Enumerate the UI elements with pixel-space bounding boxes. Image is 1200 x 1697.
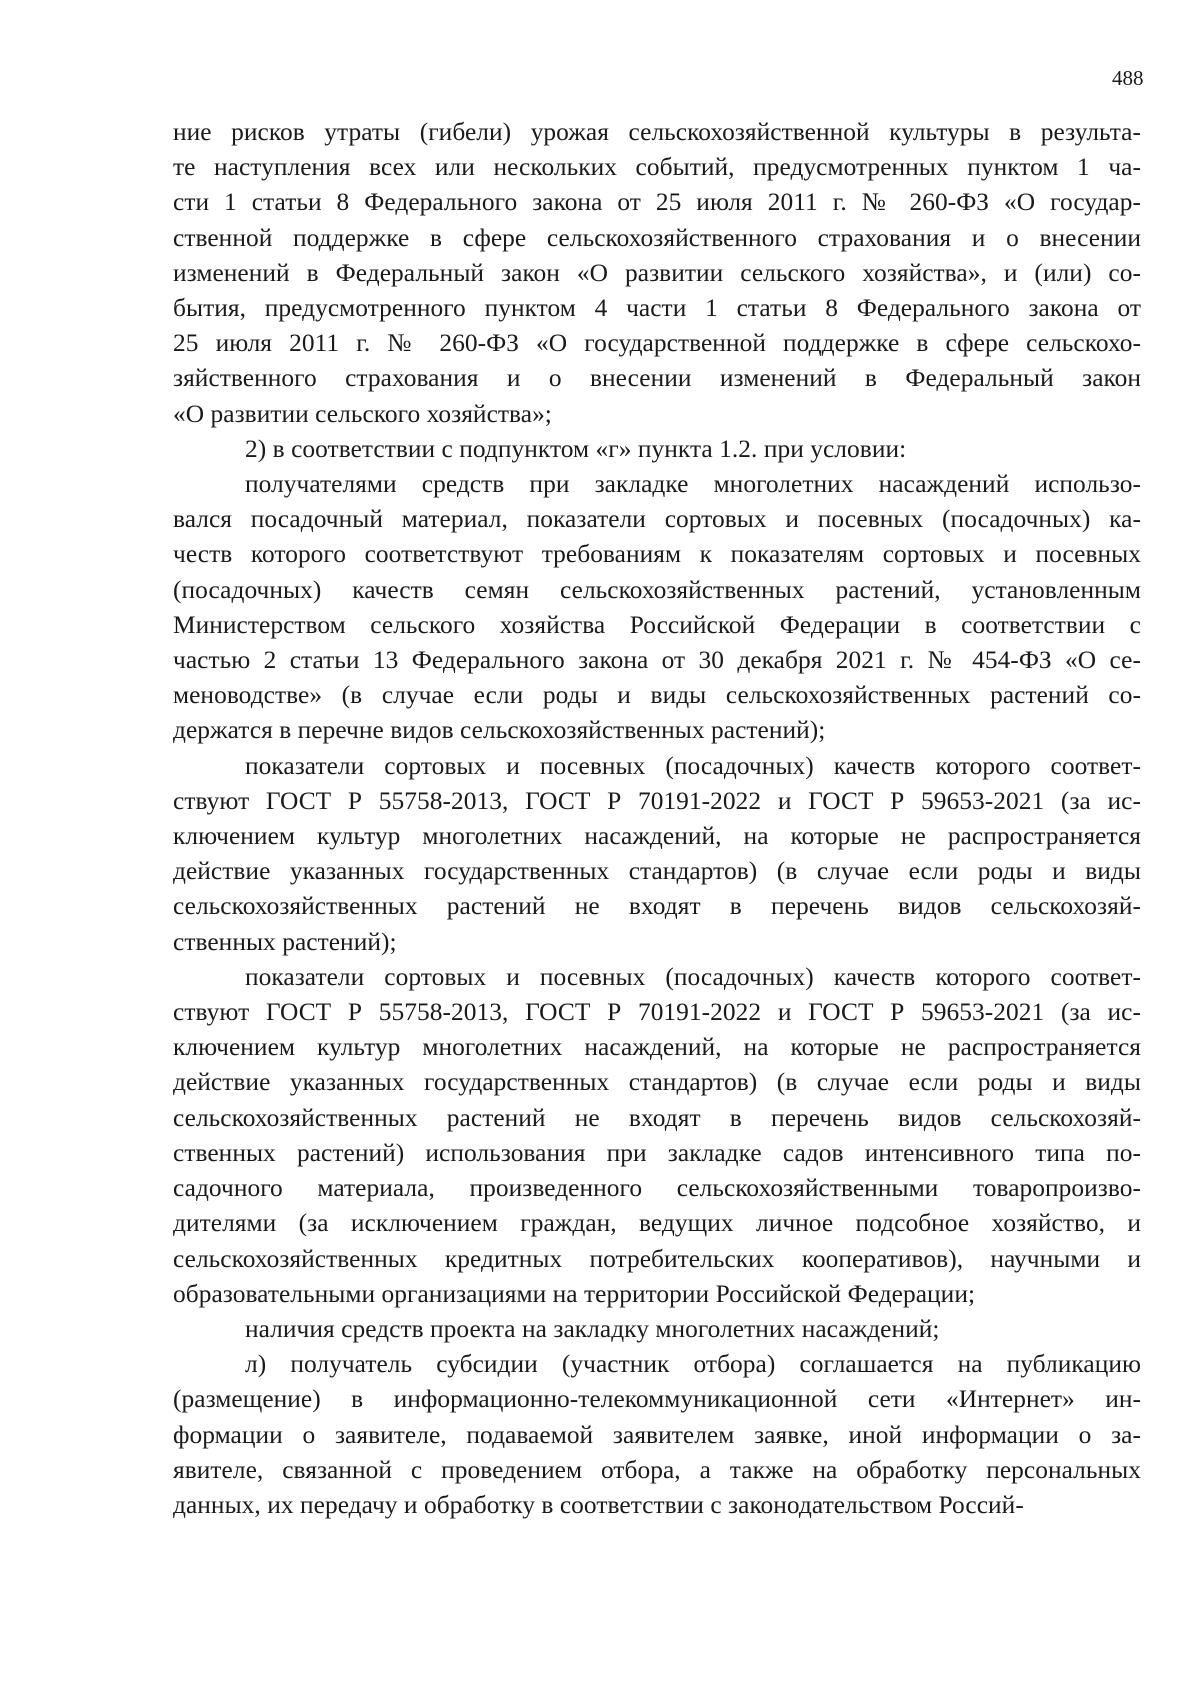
text-line: л) получатель субсидии (участник отбора) соглашается на публикацию bbox=[245, 1350, 1141, 1379]
text-line: (посадочных) качеств семян сельскохозяйственных растений, установленным bbox=[173, 575, 1141, 604]
text-line: ствуют ГОСТ Р 55758-2013, ГОСТ Р 70191-2022 и ГОСТ Р 59653-2021 (за ис- bbox=[173, 998, 1141, 1027]
text-line: дителями (за исключением граждан, ведущих личное подсобное хозяйство, и bbox=[173, 1209, 1141, 1238]
text-line: те наступления всех или нескольких событий, предусмотренных пунктом 1 ча- bbox=[173, 153, 1141, 182]
text-line: (размещение) в информационно-телекоммуникационной сети «Интернет» ин- bbox=[173, 1385, 1141, 1414]
text-line: действие указанных государственных стандартов) (в случае если роды и виды bbox=[173, 1068, 1141, 1097]
text-line: садочного материала, произведенного сельскохозяйственными товаропроизво- bbox=[173, 1174, 1141, 1203]
text-line: честв которого соответствуют требованиям к показателям сортовых и посевных bbox=[173, 540, 1141, 569]
text-line: Министерством сельского хозяйства Российской Федерации в соответствии с bbox=[173, 610, 1141, 639]
text-line: сельскохозяйственных растений не входят в перечень видов сельскохозяй- bbox=[173, 892, 1141, 921]
text-line: «О развитии сельского хозяйства»; bbox=[173, 399, 552, 428]
paragraph bbox=[173, 1312, 1141, 1347]
paragraph bbox=[173, 960, 1141, 1312]
paragraph bbox=[173, 749, 1141, 960]
paragraph bbox=[173, 467, 1141, 749]
text-line: ственной поддержке в сфере сельскохозяйственного страхования и о внесении bbox=[173, 223, 1141, 252]
text-line: сельскохозяйственных кредитных потребительских кооперативов), научными и bbox=[173, 1244, 1141, 1273]
text-line: ствуют ГОСТ Р 55758-2013, ГОСТ Р 70191-2022 и ГОСТ Р 59653-2021 (за ис- bbox=[173, 786, 1141, 815]
text-line: образовательными организациями на территории Российской Федерации; bbox=[173, 1279, 976, 1308]
page-number: 488 bbox=[1112, 66, 1144, 90]
text-line: бытия, предусмотренного пунктом 4 части 1 статьи 8 Федерального закона от bbox=[173, 294, 1141, 323]
text-line: ственных растений); bbox=[173, 927, 397, 956]
text-line: 2) в соответствии с подпунктом «г» пункта 1.2. при условии: bbox=[245, 434, 907, 463]
text-line: ключением культур многолетних насаждений, на которые не распространяется bbox=[173, 822, 1141, 851]
text-line: зяйственного страхования и о внесении изменений в Федеральный закон bbox=[173, 364, 1141, 393]
text-line: показатели сортовых и посевных (посадочных) качеств которого соответ- bbox=[245, 962, 1141, 991]
text-line: действие указанных государственных стандартов) (в случае если роды и виды bbox=[173, 857, 1141, 886]
text-line: явителе, связанной с проведением отбора, а также на обработку персональных bbox=[173, 1455, 1141, 1484]
document-body bbox=[173, 115, 1141, 1523]
text-line: показатели сортовых и посевных (посадочных) качеств которого соответ- bbox=[245, 751, 1141, 780]
text-line: частью 2 статьи 13 Федерального закона от 30 декабря 2021 г. № 454-ФЗ «О се- bbox=[173, 646, 1141, 675]
paragraph bbox=[173, 432, 1141, 467]
text-line: ние рисков утраты (гибели) урожая сельскохозяйственной культуры в результа- bbox=[173, 118, 1141, 146]
text-line: наличия средств проекта на закладку многолетних насаждений; bbox=[245, 1314, 940, 1343]
text-line: вался посадочный материал, показатели сортовых и посевных (посадочных) ка- bbox=[173, 505, 1141, 534]
text-line: держатся в перечне видов сельскохозяйственных растений); bbox=[173, 716, 826, 745]
text-line: получателями средств при закладке многолетних насаждений использо- bbox=[245, 470, 1141, 499]
text-line: сти 1 статьи 8 Федерального закона от 25 июля 2011 г. № 260-ФЗ «О государ- bbox=[173, 188, 1141, 217]
paragraph bbox=[173, 115, 1141, 432]
text-line: ключением культур многолетних насаждений, на которые не распространяется bbox=[173, 1033, 1141, 1062]
text-line: меноводстве» (в случае если роды и виды сельскохозяйственных растений со- bbox=[173, 681, 1141, 710]
text-line: ственных растений) использования при закладке садов интенсивного типа по- bbox=[173, 1138, 1141, 1167]
text-line: сельскохозяйственных растений не входят в перечень видов сельскохозяй- bbox=[173, 1103, 1141, 1132]
text-line: формации о заявителе, подаваемой заявителем заявке, иной информации о за- bbox=[173, 1420, 1141, 1449]
text-line: данных, их передачу и обработку в соответствии с законодательством Россий- bbox=[173, 1490, 1024, 1519]
text-line: изменений в Федеральный закон «О развитии сельского хозяйства», и (или) со- bbox=[173, 258, 1141, 287]
paragraph bbox=[173, 1347, 1141, 1523]
text-line: 25 июля 2011 г. № 260-ФЗ «О государственной поддержке в сфере сельскохо- bbox=[173, 329, 1141, 358]
